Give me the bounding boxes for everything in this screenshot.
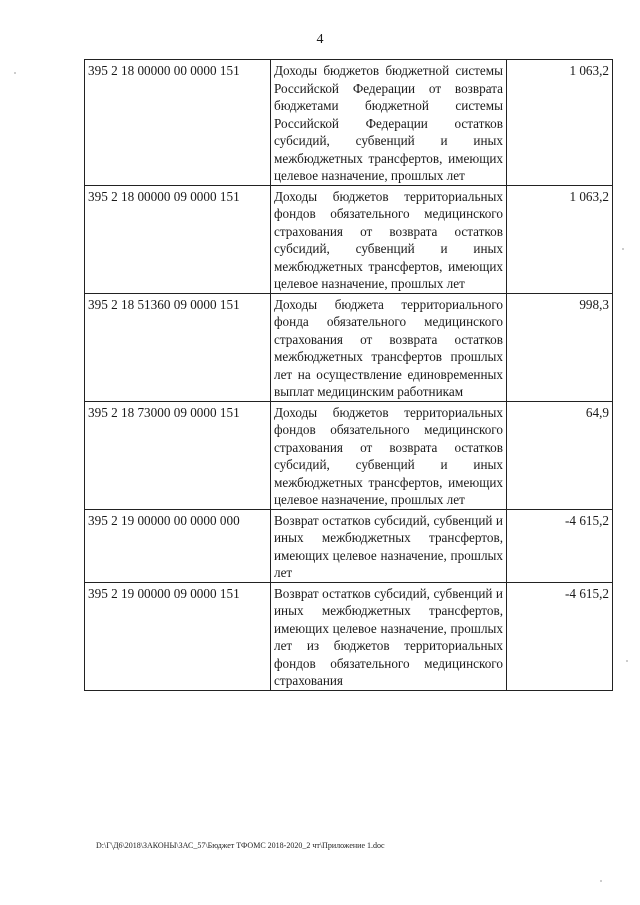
scan-speck: [600, 880, 602, 882]
amount: -4 615,2: [507, 509, 613, 582]
budget-code: 395 2 18 00000 00 0000 151: [85, 60, 271, 186]
budget-code: 395 2 18 00000 09 0000 151: [85, 185, 271, 293]
amount: 998,3: [507, 293, 613, 401]
scan-speck: [14, 72, 16, 74]
income-description: Доходы бюджетов бюджетной системы Российской Федерации от возврата бюджетами бюджетной системы Российской Федерации остатков субсидий, субвенций и иных межбюджетных трансфертов, имеющих целевое назначение, прошлых лет: [271, 60, 507, 186]
table-row: [85, 509, 613, 582]
budget-code: 395 2 18 51360 09 0000 151: [85, 293, 271, 401]
budget-table: [84, 59, 613, 691]
table-row: [85, 582, 613, 690]
table-row: [85, 401, 613, 509]
scan-speck: [626, 660, 628, 662]
page-number: 4: [316, 32, 324, 47]
scan-speck: [622, 248, 624, 250]
income-description: Возврат остатков субсидий, субвенций и иных межбюджетных трансфертов, имеющих целевое назначение, прошлых лет: [271, 509, 507, 582]
table-row: [85, 185, 613, 293]
budget-code: 395 2 19 00000 00 0000 000: [85, 509, 271, 582]
income-description: Доходы бюджетов территориальных фондов обязательного медицинского страхования от возврата остатков субсидий, субвенций и иных межбюджетных трансфертов, имеющих целевое назначение, прошлых лет: [271, 185, 507, 293]
budget-code: 395 2 19 00000 09 0000 151: [85, 582, 271, 690]
income-description: Возврат остатков субсидий, субвенций и иных межбюджетных трансфертов, имеющих целевое назначение, прошлых лет из бюджетов территориальных фондов обязательного медицинского страхования: [271, 582, 507, 690]
amount: 64,9: [507, 401, 613, 509]
amount: -4 615,2: [507, 582, 613, 690]
table-row: [85, 60, 613, 186]
table-row: [85, 293, 613, 401]
income-description: Доходы бюджета территориального фонда обязательного медицинского страхования от возврата остатков межбюджетных трансфертов прошлых лет на осуществление единовременных выплат медицинским работникам: [271, 293, 507, 401]
amount: 1 063,2: [507, 185, 613, 293]
income-description: Доходы бюджетов территориальных фондов обязательного медицинского страхования от возврата остатков субсидий, субвенций и иных межбюджетных трансфертов, имеющих целевое назначение, прошлых лет: [271, 401, 507, 509]
document-file-path: D:\Г\Д6\2018\ЗАКОНЫ\ЗАС_57\Бюджет ТФОМС 2018-2020_2 чт\Приложение 1.doc: [96, 841, 385, 850]
budget-code: 395 2 18 73000 09 0000 151: [85, 401, 271, 509]
amount: 1 063,2: [507, 60, 613, 186]
